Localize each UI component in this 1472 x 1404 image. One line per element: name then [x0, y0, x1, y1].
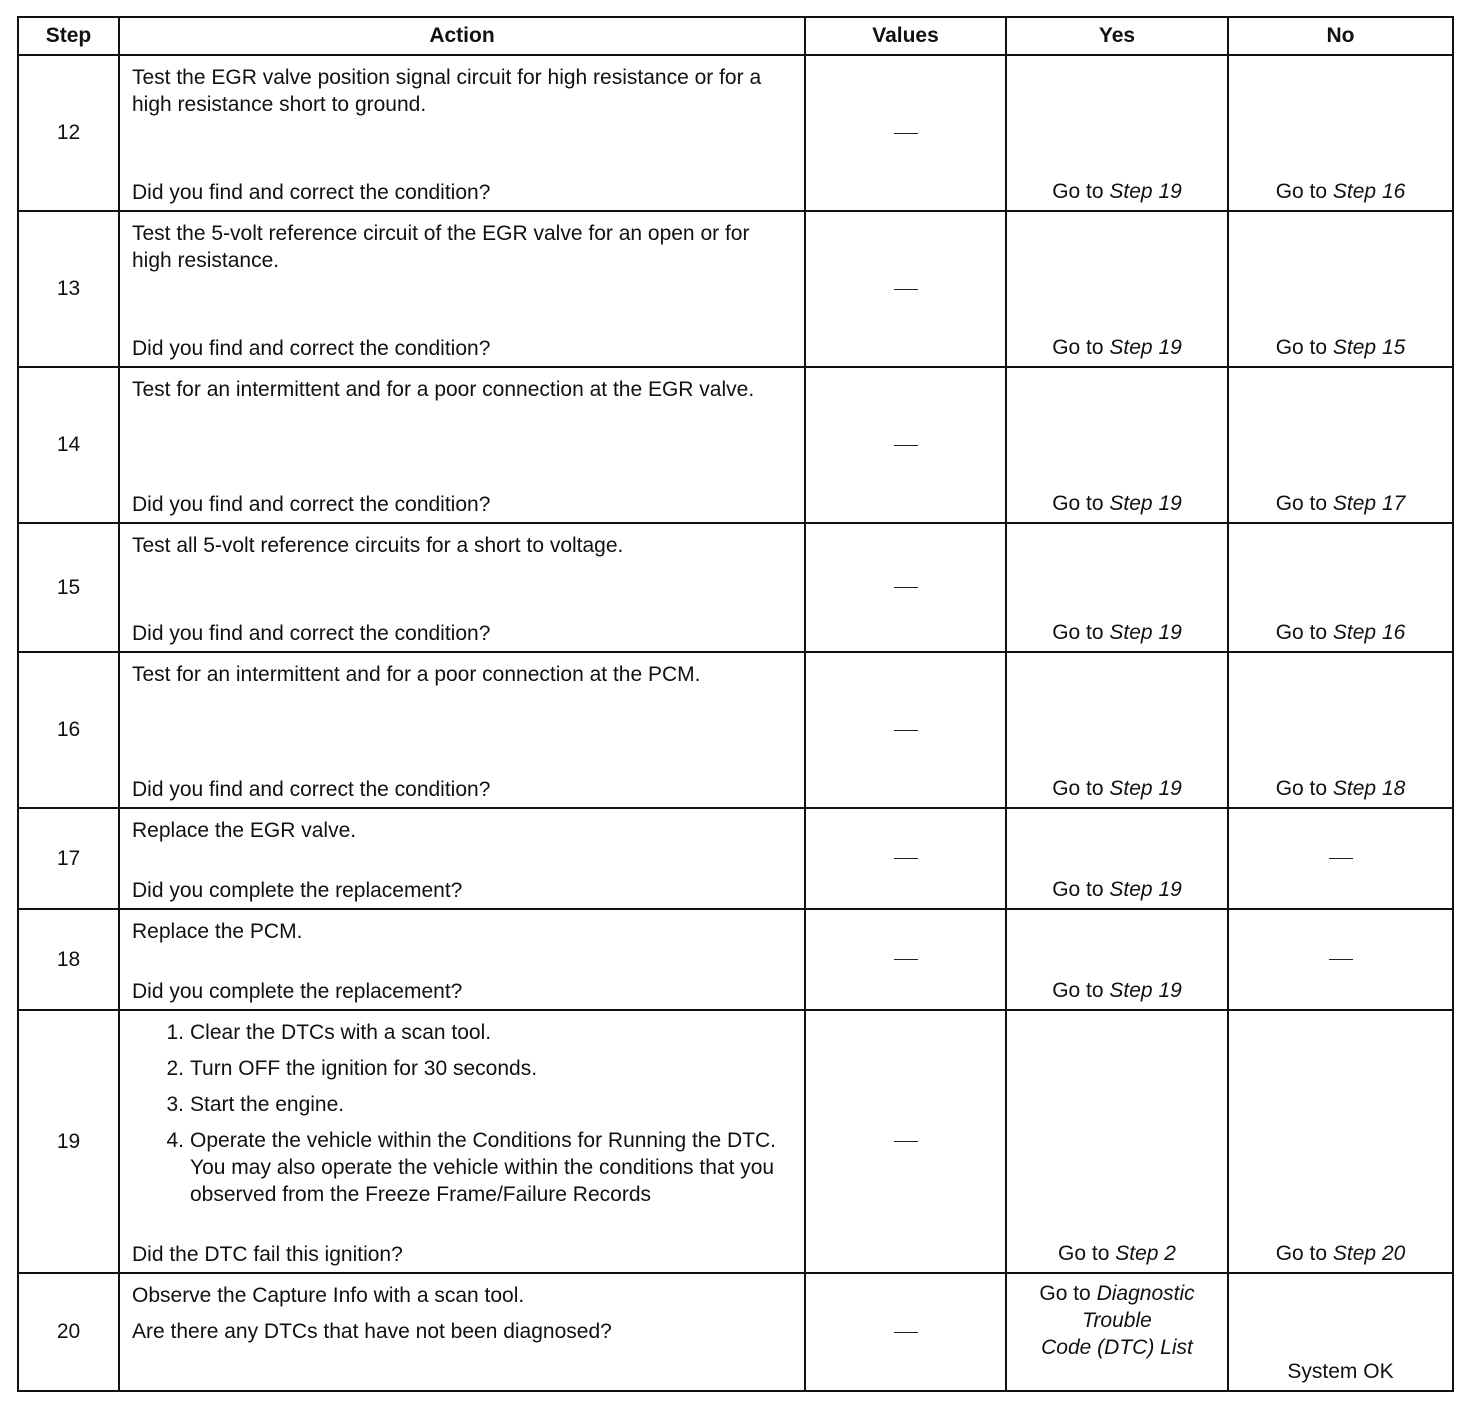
yes-cell — [1006, 808, 1228, 909]
header-action: Action — [119, 17, 805, 55]
action-cell — [119, 1273, 805, 1391]
go-to-prefix: Go to — [1052, 621, 1104, 644]
no-cell — [1228, 211, 1453, 367]
action-text: Test all 5-volt reference circuits for a short to voltage. — [132, 534, 624, 557]
values-cell — [805, 1010, 1006, 1273]
action-question: Did you find and correct the condition? — [132, 493, 491, 516]
action-question: Did you complete the replacement? — [132, 980, 463, 1003]
go-to-prefix: Go to — [1039, 1282, 1091, 1305]
values-cell — [805, 523, 1006, 652]
step-number: 17 — [18, 808, 119, 909]
action-cell — [119, 909, 805, 1010]
action-cell — [119, 211, 805, 367]
system-ok-text: System OK — [1287, 1360, 1394, 1383]
step-number: 14 — [18, 367, 119, 523]
yes-cell — [1006, 211, 1228, 367]
no-cell — [1228, 1273, 1453, 1391]
dash-mark — [894, 445, 918, 446]
header-no: No — [1228, 17, 1453, 55]
procedure-list — [132, 1019, 794, 1217]
no-step-link[interactable]: Step 17 — [1332, 492, 1406, 515]
header-values: Values — [805, 17, 1006, 55]
values-cell — [805, 1273, 1006, 1391]
no-step-link[interactable]: Step 15 — [1332, 336, 1406, 359]
action-question: Did the DTC fail this ignition? — [132, 1243, 403, 1266]
dash-mark — [894, 133, 918, 134]
values-cell — [805, 367, 1006, 523]
yes-cell — [1006, 652, 1228, 808]
dash-mark — [894, 1141, 918, 1142]
go-to-prefix: Go to — [1052, 336, 1104, 359]
dash-mark — [894, 858, 918, 859]
step-number: 19 — [18, 1010, 119, 1273]
values-cell — [805, 211, 1006, 367]
values-cell — [805, 909, 1006, 1010]
action-text: Replace the EGR valve. — [132, 819, 357, 842]
yes-cell — [1006, 523, 1228, 652]
action-cell — [119, 1010, 805, 1273]
header-yes: Yes — [1006, 17, 1228, 55]
table-row — [18, 211, 1453, 367]
go-to-prefix: Go to — [1052, 180, 1104, 203]
header-step: Step — [18, 17, 119, 55]
values-cell — [805, 808, 1006, 909]
dash-mark — [894, 1332, 918, 1333]
go-to-prefix: Go to — [1275, 621, 1328, 644]
dash-mark — [1329, 858, 1353, 859]
dtc-list-link[interactable]: Diagnostic — [1096, 1282, 1195, 1305]
action-text: Test for an intermittent and for a poor connection at the PCM. — [132, 663, 701, 686]
diagnostic-table — [17, 16, 1454, 1392]
no-step-link[interactable]: Step 18 — [1332, 777, 1406, 800]
step-number: 18 — [18, 909, 119, 1010]
action-cell — [119, 523, 805, 652]
action-text: Observe the Capture Info with a scan tool. — [132, 1284, 525, 1307]
table-row — [18, 1273, 1453, 1391]
step-number: 20 — [18, 1273, 119, 1391]
no-step-link[interactable]: Step 20 — [1332, 1242, 1406, 1265]
values-cell — [805, 652, 1006, 808]
table-row — [18, 55, 1453, 211]
go-to-prefix: Go to — [1275, 1242, 1328, 1265]
action-question: Did you find and correct the condition? — [132, 181, 491, 204]
table-row — [18, 808, 1453, 909]
no-cell — [1228, 1010, 1453, 1273]
values-cell — [805, 55, 1006, 211]
go-to-prefix: Go to — [1052, 979, 1104, 1002]
yes-cell — [1006, 909, 1228, 1010]
action-cell — [119, 808, 805, 909]
yes-cell — [1006, 367, 1228, 523]
list-item: 4. Operate the vehicle within the Conditions for Running the DTC. You may also operate the vehicle within the conditions that you observed from the Freeze Frame/Failure Records — [166, 1129, 776, 1206]
no-cell — [1228, 55, 1453, 211]
dash-mark — [894, 587, 918, 588]
table-row — [18, 909, 1453, 1010]
go-to-prefix: Go to — [1275, 492, 1328, 515]
action-question: Did you complete the replacement? — [132, 879, 463, 902]
dash-mark — [1329, 959, 1353, 960]
table-row — [18, 1010, 1453, 1273]
table-row — [18, 652, 1453, 808]
table-row — [18, 523, 1453, 652]
no-step-link[interactable]: Step 16 — [1332, 180, 1406, 203]
no-step-link[interactable]: Step 16 — [1332, 621, 1406, 644]
dtc-list-link-line2[interactable]: Trouble — [1082, 1309, 1152, 1332]
yes-cell — [1006, 1273, 1228, 1391]
action-question: Are there any DTCs that have not been diagnosed? — [132, 1320, 612, 1343]
go-to-prefix: Go to — [1275, 180, 1328, 203]
go-to-prefix: Go to — [1052, 492, 1104, 515]
no-cell — [1228, 652, 1453, 808]
yes-step-link[interactable]: Step 2 — [1115, 1242, 1176, 1265]
step-number: 12 — [18, 55, 119, 211]
dash-mark — [894, 289, 918, 290]
yes-cell — [1006, 1010, 1228, 1273]
list-item: 2. Turn OFF the ignition for 30 seconds. — [166, 1057, 538, 1080]
action-question: Did you find and correct the condition? — [132, 337, 491, 360]
no-cell — [1228, 909, 1453, 1010]
yes-step-link[interactable]: Step 19 — [1109, 336, 1182, 359]
go-to-prefix: Go to — [1052, 777, 1104, 800]
step-number: 16 — [18, 652, 119, 808]
no-cell — [1228, 523, 1453, 652]
no-cell — [1228, 808, 1453, 909]
action-cell — [119, 652, 805, 808]
action-question: Did you find and correct the condition? — [132, 622, 491, 645]
yes-step-link[interactable]: Step 19 — [1109, 878, 1182, 901]
yes-step-link[interactable]: Step 19 — [1109, 621, 1182, 644]
go-to-prefix: Go to — [1052, 878, 1104, 901]
dash-mark — [894, 959, 918, 960]
no-cell — [1228, 367, 1453, 523]
yes-cell — [1006, 55, 1228, 211]
list-item: 3. Start the engine. — [166, 1093, 345, 1116]
list-item: 1. Clear the DTCs with a scan tool. — [166, 1021, 492, 1044]
yes-step-link[interactable]: Step 19 — [1109, 492, 1182, 515]
step-number: 15 — [18, 523, 119, 652]
yes-step-link[interactable]: Step 19 — [1109, 979, 1182, 1002]
step-number: 13 — [18, 211, 119, 367]
action-cell — [119, 55, 805, 211]
yes-step-link[interactable]: Step 19 — [1109, 180, 1182, 203]
yes-step-link[interactable]: Step 19 — [1109, 777, 1182, 800]
action-text: Replace the PCM. — [132, 920, 303, 943]
action-question: Did you find and correct the condition? — [132, 778, 491, 801]
action-text: Test the 5-volt reference circuit of the EGR valve for an open or for high resistance. — [132, 222, 750, 272]
dash-mark — [894, 730, 918, 731]
go-to-prefix: Go to — [1058, 1242, 1110, 1265]
go-to-prefix: Go to — [1275, 336, 1328, 359]
header-row — [18, 17, 1453, 55]
action-cell — [119, 367, 805, 523]
dtc-list-link-line3[interactable]: Code (DTC) List — [1041, 1336, 1193, 1359]
go-to-prefix: Go to — [1275, 777, 1328, 800]
action-text: Test for an intermittent and for a poor connection at the EGR valve. — [132, 378, 755, 401]
table-row — [18, 367, 1453, 523]
action-text: Test the EGR valve position signal circuit for high resistance or for a high resistance short to ground. — [132, 66, 762, 116]
